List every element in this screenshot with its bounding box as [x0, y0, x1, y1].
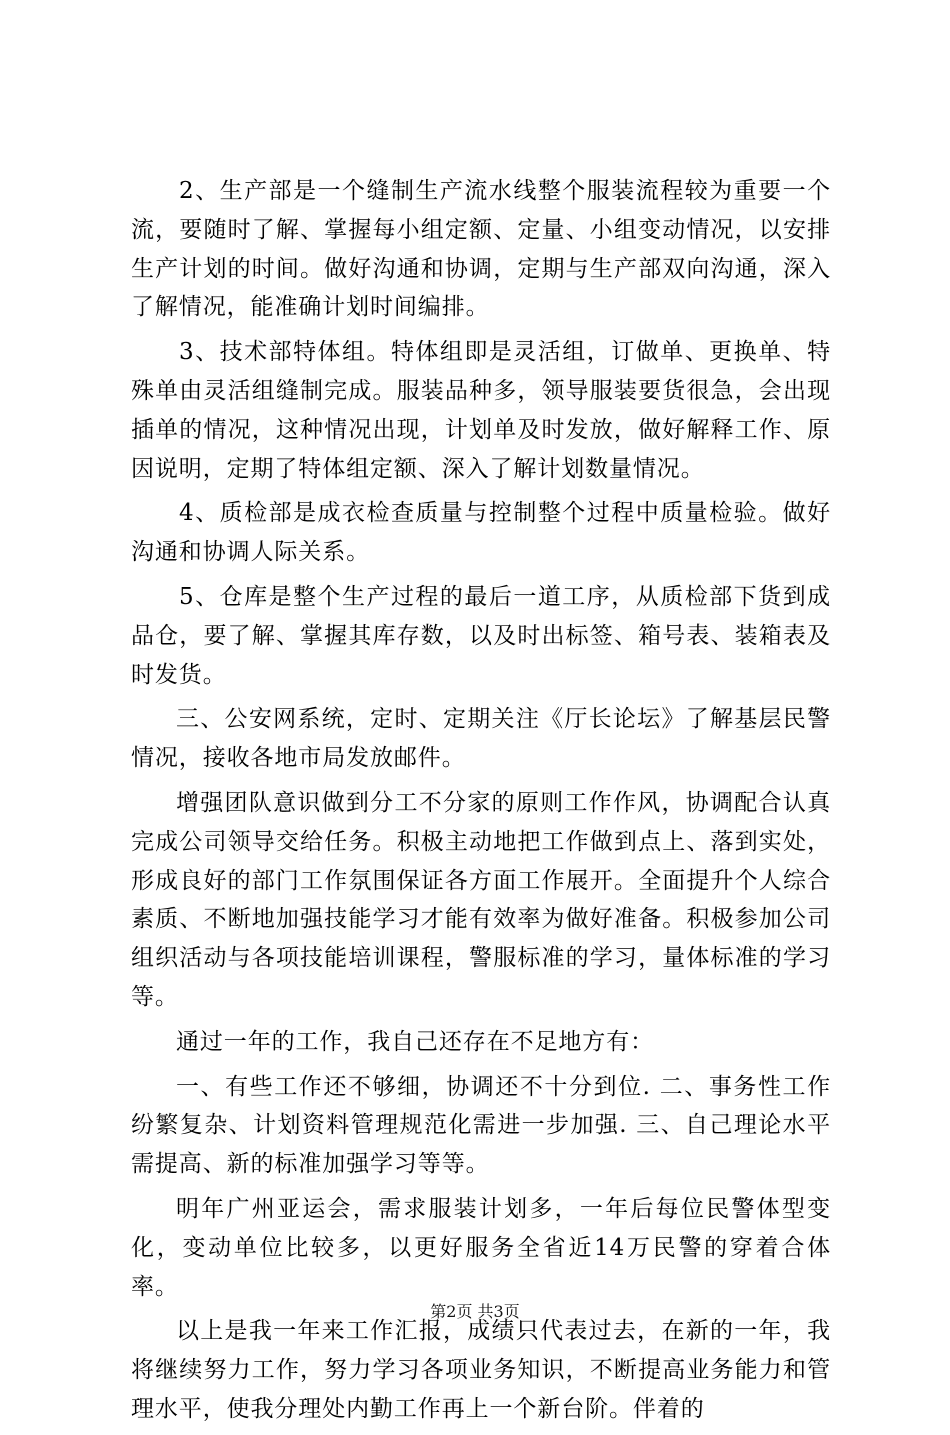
- paragraph-next-year: 明年广州亚运会，需求服装计划多，一年后每位民警体型变化，变动单位比较多，以更好服务全省近14万民警的穿着合体率。: [131, 1195, 831, 1300]
- document-body: [131, 172, 831, 1435]
- paragraph-conclusion: 以上是我一年来工作汇报，成绩只代表过去，在新的一年，我将继续努力工作，努力学习各项业务知识，不断提高业务能力和管理水平，使我分理处内勤工作再上一个新台阶。伴着的: [131, 1318, 831, 1422]
- paragraph-teamwork: 增强团队意识做到分工不分家的原则工作作风，协调配合认真完成公司领导交给任务。积极主动地把工作做到点上、落到实处，形成良好的部门工作氛围保证各方面工作展开。全面提升个人综合素质、不断地加强技能学习才能有效率为做好准备。积极参加公司组织活动与各项技能培训课程，警服标准的学习，量体标准的学习等。: [131, 789, 831, 1010]
- paragraph-warehouse: 5、仓库是整个生产过程的最后一道工序，从质检部下货到成品仓，要了解、掌握其库存数，以及时出标签、箱号表、装箱表及时发货。: [131, 583, 831, 688]
- paragraph-production-dept: 2、生产部是一个缝制生产流水线整个服装流程较为重要一个流，要随时了解、掌握每小组定额、定量、小组变动情况，以安排生产计划的时间。做好沟通和协调，定期与生产部双向沟通，深入了解情况，能准确计划时间编排。: [131, 178, 831, 321]
- paragraph-police-network: 三、公安网系统，定时、定期关注《厅长论坛》了解基层民警情况，接收各地市局发放邮件。: [131, 706, 831, 772]
- paragraph-shortcomings-intro: 通过一年的工作，我自己还存在不足地方有：: [176, 1028, 654, 1055]
- paragraph-quality-dept: 4、质检部是成衣检查质量与控制整个过程中质量检验。做好沟通和协调人际关系。: [131, 500, 831, 566]
- page-footer: 第2页 共3页: [430, 1302, 520, 1321]
- paragraph-technical-dept: 3、技术部特体组。特体组即是灵活组，订做单、更换单、特殊单由灵活组缝制完成。服装品种多，领导服装要货很急，会出现插单的情况，这种情况出现，计划单及时发放，做好解释工作、原因说明，定期了特体组定额、深入了解计划数量情况。: [131, 339, 831, 482]
- paragraph-shortcomings-list: 一、有些工作还不够细，协调还不十分到位. 二、事务性工作纷繁复杂、计划资料管理规范化需进一步加强. 三、自己理论水平需提高、新的标准加强学习等等。: [131, 1073, 831, 1178]
